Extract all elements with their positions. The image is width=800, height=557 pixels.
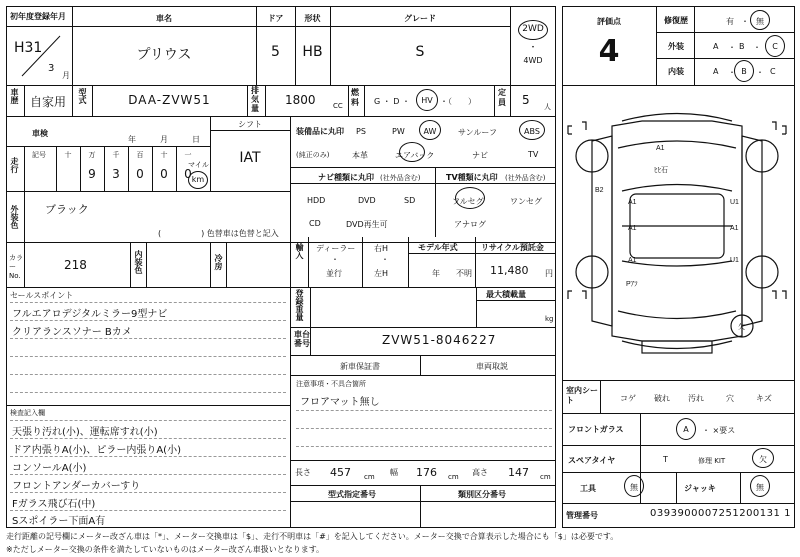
nav-label: ナビ種類に丸印 (318, 173, 374, 182)
spare-value: 欠 (759, 455, 767, 464)
color-no-label: カラーNo. (9, 254, 23, 280)
interior-grade: B (741, 67, 747, 76)
model-year-label: モデル年式 (418, 243, 458, 252)
manual-label: 車両取説 (476, 362, 508, 371)
usage: 自家用 (30, 95, 67, 109)
seat-label: 室内シート (566, 386, 598, 405)
shift: IAT (239, 150, 261, 166)
first-reg-month: 3 (48, 63, 55, 74)
damage-mark: Pｱﾌ (626, 281, 638, 288)
length: 457 (330, 466, 351, 479)
damage-mark: A1 (628, 257, 637, 264)
mileage-digit: 0 (136, 167, 144, 181)
jack-label: ジャッキ (684, 484, 716, 493)
shaken-label: 車検 (32, 129, 48, 138)
glass-label: フロントガラス (568, 425, 624, 434)
tools-label: 工具 (580, 484, 596, 493)
ac-label: 冷房 (214, 254, 223, 270)
fuel-label: 燃料 (351, 88, 359, 107)
footer-note-2: ※ただしメーター交換の条件を満たしていないものはメーター改ざん車扱いとなります。 (6, 545, 325, 554)
tv-fullseg: フルセグ (452, 197, 484, 206)
drive-4wd: 4WD (523, 56, 543, 65)
interior-color-label: 内装色 (134, 250, 143, 274)
inspector-line: Fガラス飛び石(中) (12, 499, 96, 510)
displacement-label: 排気量 (251, 86, 259, 113)
damage-mark: 欠 (738, 324, 745, 331)
model-label: 型式 (78, 88, 87, 104)
exterior-color-label: 外装色 (10, 205, 19, 229)
inspector-line: Sスポイラー下面A有 (12, 516, 106, 527)
damage-mark: A1 (628, 225, 637, 232)
class-no-label: 類別区分番号 (458, 490, 506, 499)
grade-label: グレード (404, 14, 436, 23)
repair-label: 修復歴 (664, 16, 688, 25)
auction-sheet: 初年度登録年月 H31 3 月 車名 プリウス ドア 5 形状 HB グレード S 2WD ・ 4WD 車歴 自家用 型式 DAA-ZVW51 排気量 1800 CC 燃料 G ・ D ・ HV ・（ ） 定員 5 人 車検 年 月 日 シフト IAT 走行 記号 十 万 千 百 十 一 9 3 0 0 0 マイル km 装備品に丸印 (純正のみ) PS PW AW サンルーフ ABS 本革 エアバック ナビ TV ナビ種類に丸印 (社外品含む) HDD DVD SD CD DVD再生可 TV種類に丸印 (社外品含む) フルセグ ワンセグ アナログ 外装色 ブラック ( ) 色替車は色替と記入 カラーNo. 218 内装色 冷房 輸入 ディーラー ・ 並行 右H ・ 左H モデル年式 年 不明 リサイクル預託金 11,480 円 セールスポイント フルエアロデジタルミラー9型ナビ クリアランスソナー Bカメ 登録重量 最大積載量 kg 車台番号 ZVW51-8046227 新車保証書 車両取説 注意事項・不具合箇所 フロアマット無し 長さ 457 cm 幅 176 cm 高さ 147 cm 型式指定番号 類別区分番号 検査記入欄 天張り汚れ(小)、運転席すれ(小) ドア内張りA(小)、ピラー内張りA(小) コンソールA(小) フロントアンダーカバーすり Fガラス飛び石(中) Sスポイラー下面A有 評価点 4 修復歴 有 ・ 無 外装 A ・ B ・ C 内装 A ・ B ・ C A1 ﾋﾋ石 B2 A1 A1 U1 A1 U1 A1 Pｱﾌ 欠 室内シート コゲ 破れ 汚れ 穴 キズ フロントガラス A ・ ×要ス スペアタイヤ T 修理 KIT 欠 工具 無 ジャッキ 無 管理番号 0393900007251200131 1 走行距離の記号欄にメーター改ざん車は「*」、メーター交換車は「$」、走行不明車は「#」を記入してください。メーター交換で合算表示した場合にも「$」は必要です。 ※ただしメーター交換の条件を満たしていないものはメーター改ざん車扱いとなります。 (0, 0, 800, 557)
interior-label: 内装 (668, 67, 684, 76)
tools-value: 無 (630, 483, 638, 492)
sales-point-line: フルエアロデジタルミラー9型ナビ (12, 309, 168, 320)
mileage-digit: 9 (88, 167, 96, 181)
color-no: 218 (64, 258, 87, 272)
fuel-selected: HV (421, 96, 433, 105)
note: フロアマット無し (300, 397, 380, 408)
damage-mark: B2 (595, 187, 604, 194)
sales-points-label: セールスポイント (10, 291, 74, 300)
car-damage-diagram (562, 86, 795, 380)
car-name-label: 車名 (156, 14, 172, 23)
mileage-label: 走行 (10, 157, 19, 173)
height: 147 (508, 466, 529, 479)
damage-mark: U1 (730, 199, 739, 206)
shape-label: 形状 (304, 14, 321, 23)
damage-mark: A1 (628, 199, 637, 206)
score: 4 (598, 34, 620, 69)
mgmt-label: 管理番号 (566, 511, 598, 520)
usage-label: 車歴 (10, 88, 19, 104)
repair-none: 無 (756, 17, 764, 26)
equip-abs: ABS (524, 127, 540, 136)
glass-value: A (683, 425, 689, 434)
width: 176 (416, 466, 437, 479)
mileage-digit: 0 (184, 167, 192, 181)
type-no-label: 型式指定番号 (328, 490, 376, 499)
damage-mark: A1 (730, 225, 739, 232)
frame-label: 車台番号 (294, 330, 310, 348)
exterior-grade: C (772, 42, 778, 51)
first-reg-label: 初年度登録年月 (10, 12, 66, 21)
drive-2wd: 2WD (522, 24, 544, 34)
jack-value: 無 (756, 483, 764, 492)
mileage-digit: 0 (160, 167, 168, 181)
inspector-line: コンソールA(小) (12, 463, 87, 474)
equipment-label: 装備品に丸印 (296, 127, 344, 136)
inspector-label: 検査記入欄 (10, 409, 45, 417)
km-unit: km (191, 175, 205, 184)
max-load-label: 最大積載量 (486, 290, 526, 299)
exterior-label: 外装 (668, 42, 684, 51)
model: DAA-ZVW51 (128, 93, 211, 107)
score-label: 評価点 (597, 17, 621, 26)
first-reg-year: H31 (14, 40, 43, 56)
damage-mark: ﾋﾋ石 (654, 167, 668, 174)
footer-note-1: 走行距離の記号欄にメーター改ざん車は「*」、メーター交換車は「$」、走行不明車は「#」を記入してください。メーター交換で合算表示した場合にも「$」は必要です。 (6, 532, 619, 541)
recycle-label: リサイクル預託金 (481, 243, 544, 252)
weight-label: 登録重量 (295, 289, 304, 321)
shape: HB (302, 44, 323, 60)
import-label: 輸入 (295, 243, 304, 259)
warranty-label: 新車保証書 (340, 362, 380, 371)
grade: S (415, 44, 425, 60)
inspector-line: ドア内張りA(小)、ピラー内張りA(小) (12, 445, 181, 456)
car-name: プリウス (136, 47, 192, 63)
mileage-digit: 3 (112, 167, 120, 181)
inspector-line: 天張り汚れ(小)、運転席すれ(小) (12, 427, 158, 438)
mgmt-number: 0393900007251200131 1 (650, 508, 791, 519)
equip-aw: AW (423, 127, 437, 136)
doors: 5 (271, 44, 280, 60)
capacity-label: 定員 (498, 88, 506, 107)
recycle-value: 11,480 (490, 264, 529, 277)
exterior-color: ブラック (45, 203, 89, 216)
inspector-line: フロントアンダーカバーすり (12, 481, 141, 492)
damage-mark: U1 (730, 257, 739, 264)
notes-label: 注意事項・不具合箇所 (296, 380, 366, 388)
spare-label: スペアタイヤ (568, 456, 616, 465)
door-label: ドア (267, 14, 284, 23)
equip-airbag: エアバック (395, 151, 435, 160)
frame-number: ZVW51-8046227 (382, 333, 497, 347)
capacity: 5 (522, 93, 530, 107)
month-suffix: 月 (62, 71, 70, 80)
tv-label: TV種類に丸印 (446, 173, 498, 182)
displacement: 1800 (285, 93, 316, 107)
sales-point-line: クリアランスソナー Bカメ (12, 327, 132, 338)
shift-label: シフト (238, 120, 262, 129)
damage-mark: A1 (656, 145, 665, 152)
